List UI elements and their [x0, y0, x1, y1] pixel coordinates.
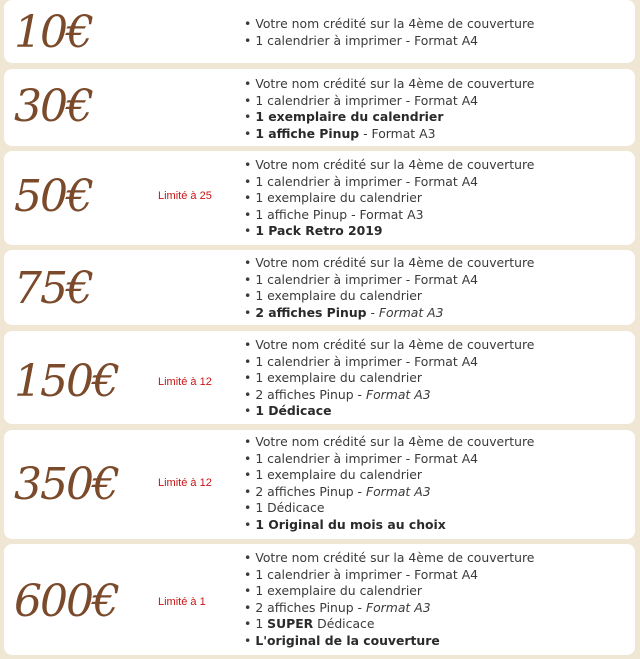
perk-item: • 1 exemplaire du calendrier — [244, 288, 534, 305]
tier-price: 350€ — [14, 459, 118, 510]
reward-tier-150 — [4, 331, 635, 424]
perk-item: • 1 exemplaire du calendrier — [244, 583, 534, 600]
perk-item: • 2 affiches Pinup - Format A3 — [244, 484, 534, 501]
perk-item: • 1 affiche Pinup - Format A3 — [244, 207, 534, 224]
perk-item: • 1 SUPER Dédicace — [244, 616, 534, 633]
perk-list — [244, 157, 534, 240]
tier-limit: Limité à 1 — [158, 596, 206, 608]
tier-price: 30€ — [14, 81, 92, 132]
tier-limit: Limité à 12 — [158, 376, 212, 388]
reward-tier-30 — [4, 69, 635, 146]
perk-item: • 1 exemplaire du calendrier — [244, 109, 534, 126]
perk-list — [244, 434, 534, 533]
perk-list — [244, 16, 534, 49]
perk-item: • 1 calendrier à imprimer - Format A4 — [244, 33, 534, 50]
tier-limit: Limité à 25 — [158, 190, 212, 202]
tier-price: 150€ — [14, 356, 118, 407]
perk-list — [244, 550, 534, 649]
perk-item: • 1 calendrier à imprimer - Format A4 — [244, 93, 534, 110]
perk-item: • 1 exemplaire du calendrier — [244, 467, 534, 484]
perk-item: • 1 exemplaire du calendrier — [244, 370, 534, 387]
tier-price: 10€ — [14, 7, 92, 58]
perk-list — [244, 337, 534, 420]
perk-item: • 1 calendrier à imprimer - Format A4 — [244, 567, 534, 584]
perk-item: • 2 affiches Pinup - Format A3 — [244, 387, 534, 404]
reward-tier-10 — [4, 0, 635, 63]
perk-item: • 2 affiches Pinup - Format A3 — [244, 305, 534, 322]
perk-item: • 1 calendrier à imprimer - Format A4 — [244, 174, 534, 191]
reward-tier-50 — [4, 151, 635, 245]
tier-price: 75€ — [14, 263, 92, 314]
perk-item: • 1 Pack Retro 2019 — [244, 223, 534, 240]
perk-item: • L'original de la couverture — [244, 633, 534, 650]
tier-limit: Limité à 12 — [158, 477, 212, 489]
perk-item: • 1 calendrier à imprimer - Format A4 — [244, 451, 534, 468]
perk-item: • Votre nom crédité sur la 4ème de couverture — [244, 157, 534, 174]
perk-item: • 1 Dédicace — [244, 403, 534, 420]
perk-list — [244, 76, 534, 142]
reward-tier-75 — [4, 250, 635, 325]
perk-item: • 1 calendrier à imprimer - Format A4 — [244, 354, 534, 371]
perk-item: • 1 Dédicace — [244, 500, 534, 517]
perk-item: • Votre nom crédité sur la 4ème de couverture — [244, 550, 534, 567]
tier-price: 600€ — [14, 576, 118, 627]
perk-item: • 1 affiche Pinup - Format A3 — [244, 126, 534, 143]
perk-item: • 1 exemplaire du calendrier — [244, 190, 534, 207]
perk-item: • Votre nom crédité sur la 4ème de couverture — [244, 16, 534, 33]
perk-item: • 1 calendrier à imprimer - Format A4 — [244, 272, 534, 289]
reward-tier-600 — [4, 544, 635, 655]
perk-item: • Votre nom crédité sur la 4ème de couverture — [244, 337, 534, 354]
perk-item: • 1 Original du mois au choix — [244, 517, 534, 534]
perk-item: • Votre nom crédité sur la 4ème de couverture — [244, 76, 534, 93]
tier-price: 50€ — [14, 171, 92, 222]
reward-tier-350 — [4, 430, 635, 539]
perk-item: • Votre nom crédité sur la 4ème de couverture — [244, 434, 534, 451]
perk-list — [244, 255, 534, 321]
perk-item: • 2 affiches Pinup - Format A3 — [244, 600, 534, 617]
perk-item: • Votre nom crédité sur la 4ème de couverture — [244, 255, 534, 272]
